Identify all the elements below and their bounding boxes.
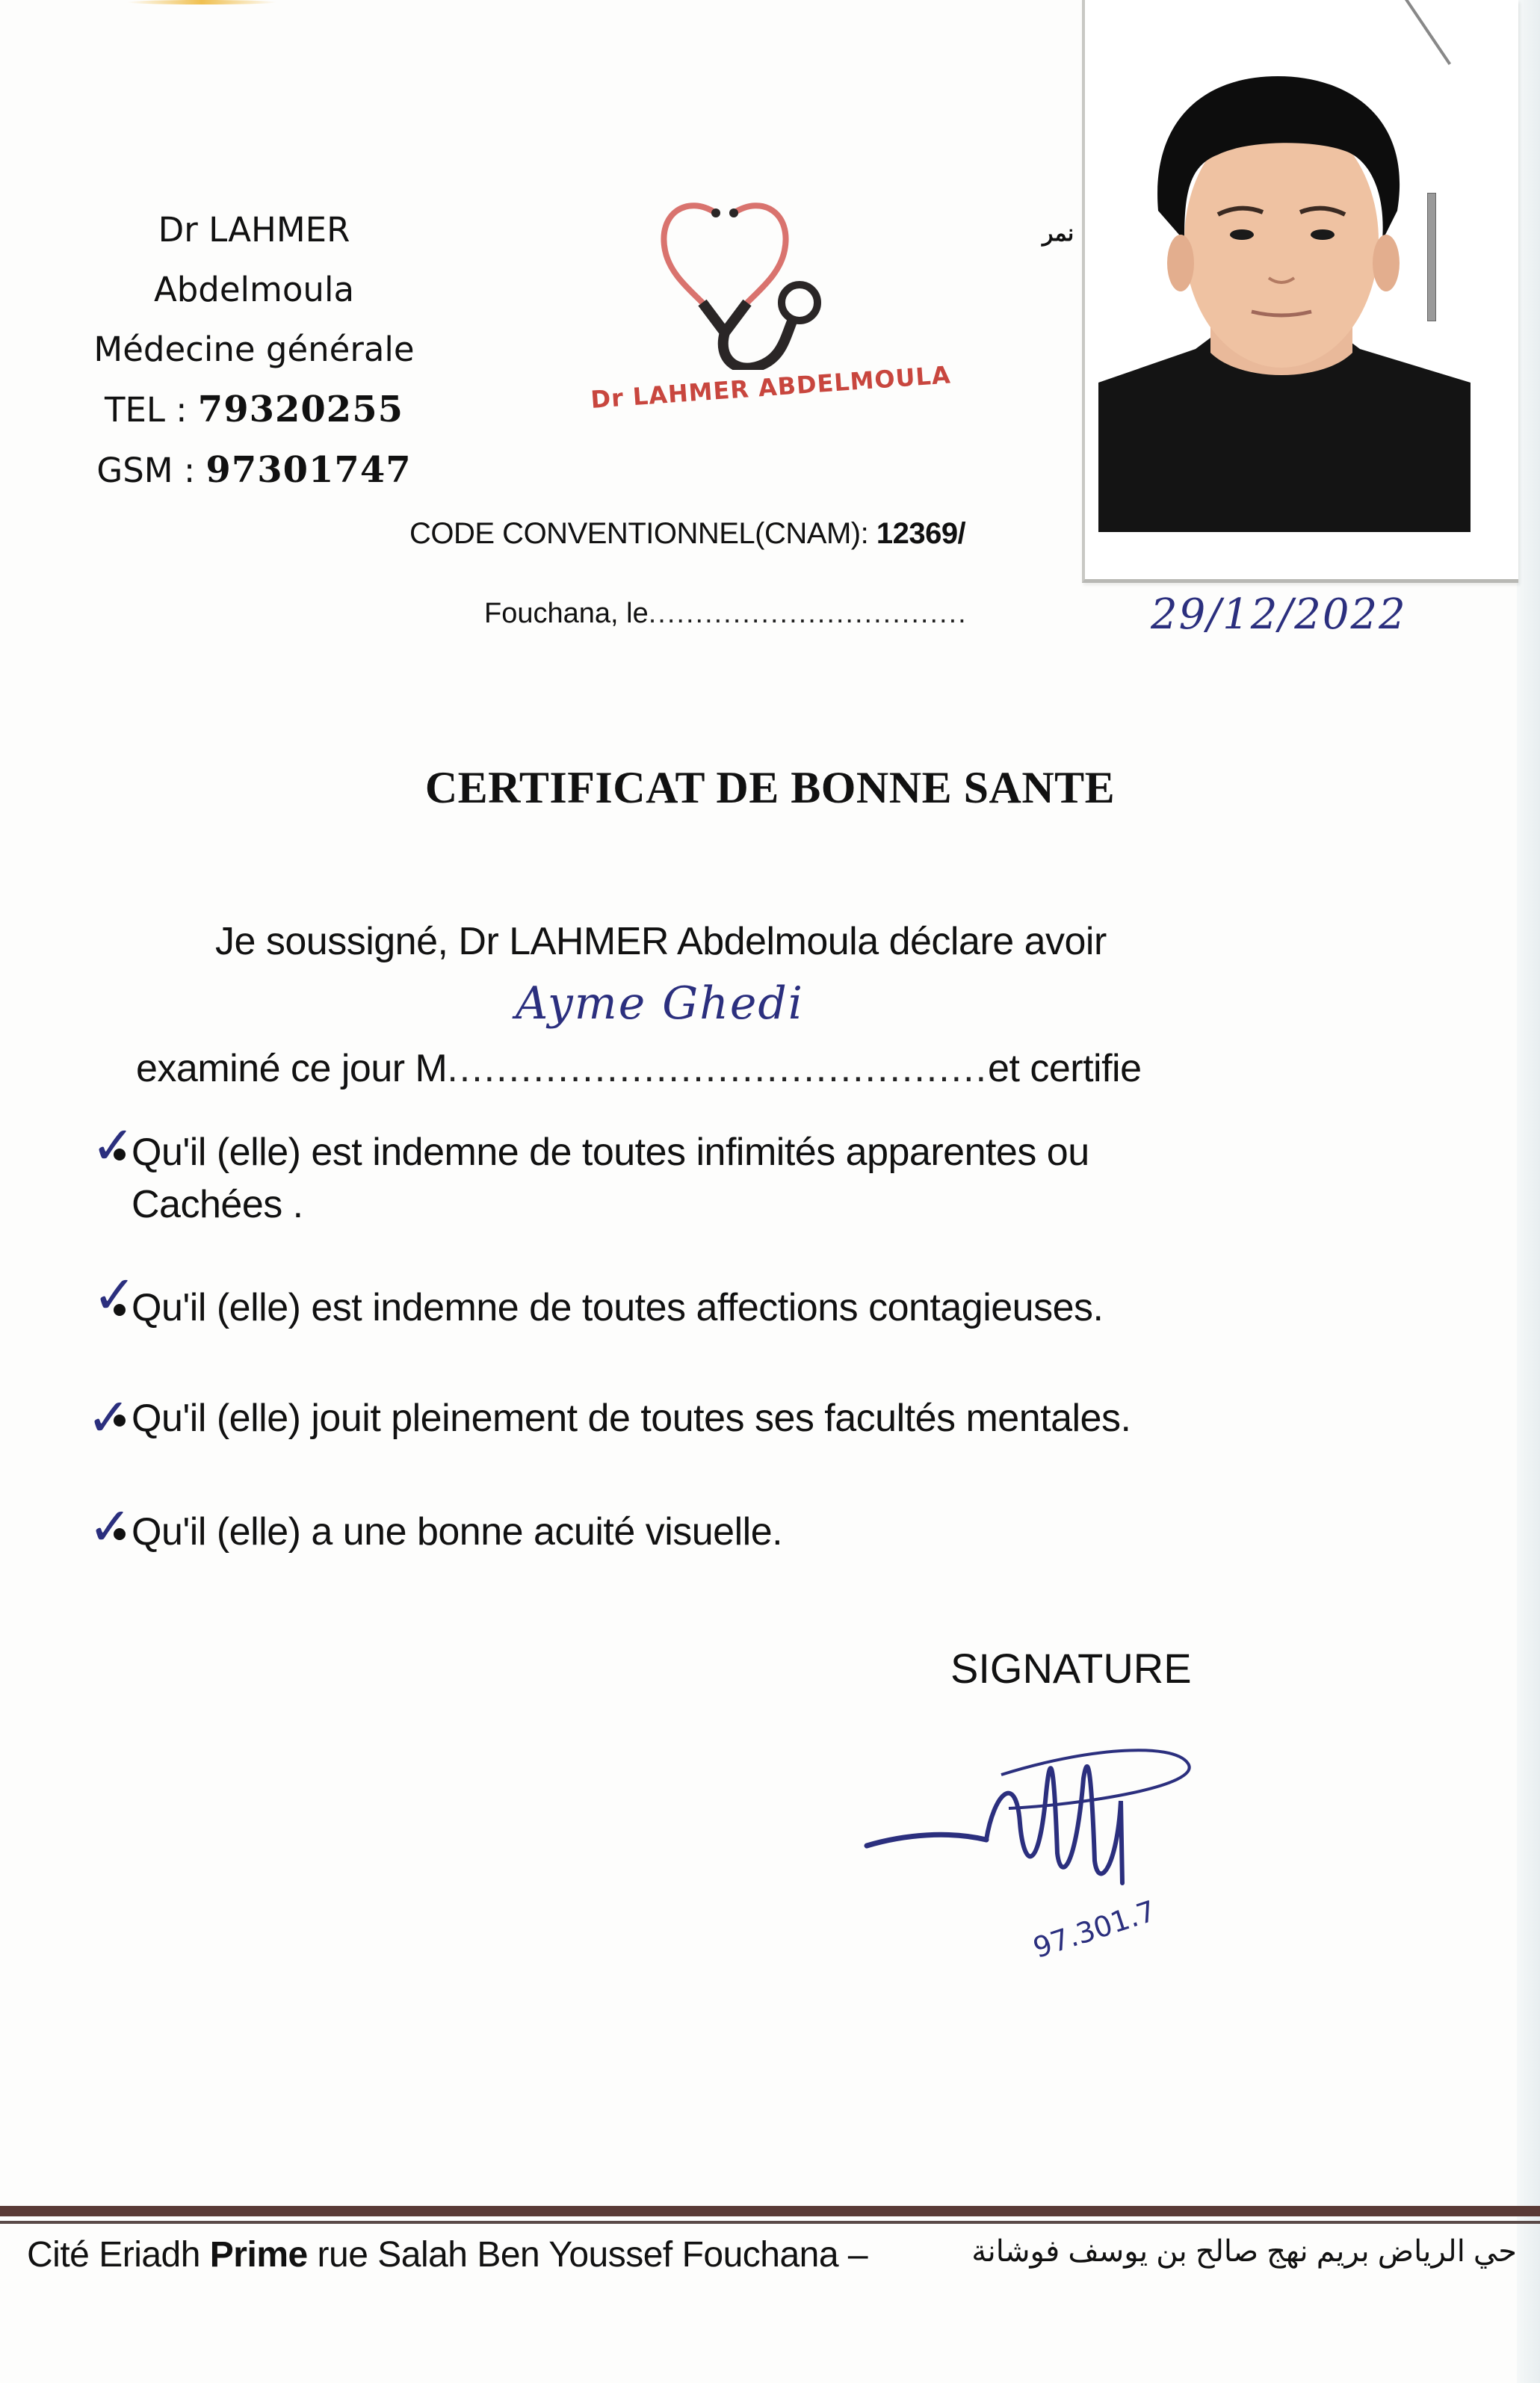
gsm-value: 97301747 [205,449,412,491]
stethoscope-heart-icon [643,198,852,370]
item-text: Qu'il (elle) est indemne de toutes affections contagieuses. [132,1286,1104,1329]
doctor-name: Dr LAHMER Abdelmoula [153,210,355,309]
handwritten-patient-name: Ayme Ghedi [516,977,804,1030]
address-part2: rue Salah Ben Youssef Fouchana – [307,2235,868,2275]
doctor-specialty: Médecine générale [93,330,415,369]
item-text: Qu'il (elle) est indemne de toutes infimités apparentes ou [132,1131,1089,1174]
place-label: Fouchana, le [484,598,649,629]
tel-value: 79320255 [197,389,403,430]
handwritten-check-icon: ✓ [91,1115,135,1176]
certification-item [91,1115,1089,1176]
footer-address-arabic: حي الرياض بريم نهج صالح بن يوسف فوشانة [971,2235,1517,2268]
date-dots: .................................. [648,598,968,629]
declaration-line-1: Je soussigné, Dr LAHMER Abdelmoula déclare avoir [215,920,1107,963]
handwritten-check-icon: ✓ [87,1387,131,1448]
gsm-line [75,440,433,501]
footer-address [27,2234,868,2275]
gsm-label: GSM : [96,451,196,490]
footer-divider [0,2206,1540,2216]
signature-stamp [859,1704,1345,1928]
declaration-line-2 [136,1046,1142,1091]
item-text: Qu'il (elle) jouit pleinement de toutes ses facultés mentales. [132,1397,1131,1440]
item-text: Qu'il (elle) a une bonne acuité visuelle. [132,1510,783,1554]
tel-label: TEL : [105,390,188,430]
logo-text: Dr LAHMER ABDELMOULA [590,360,952,414]
certification-item [88,1496,783,1557]
examined-prefix: examiné ce jour M [136,1047,448,1090]
handwritten-date: 29/12/2022 [1151,590,1407,639]
document-title: CERTIFICAT DE BONNE SANTE [424,763,1116,812]
tel-line [75,380,433,440]
name-dots: ............................................ [447,1047,989,1090]
footer-divider [0,2221,1540,2224]
signature-label: SIGNATURE [950,1645,1192,1692]
address-part1: Cité Eriadh [27,2235,210,2275]
certification-item [93,1264,1104,1330]
cnam-label: CODE CONVENTIONNEL(CNAM): [409,517,869,550]
place-date-line [484,598,968,630]
handwritten-check-icon: ✓ [93,1264,137,1326]
paper-stain [127,0,276,4]
certification-item-continuation: Cachées . [132,1183,303,1226]
page-edge [1517,0,1540,2383]
doctor-header [75,200,433,501]
handwritten-check-icon: ✓ [88,1496,132,1557]
cnam-value: 12369/ [876,517,966,550]
patient-photo [1098,54,1471,532]
certify-suffix: et certifie [988,1047,1142,1090]
stamp-number: 97.301.7 [1029,1894,1160,1965]
cnam-code [409,517,965,551]
arabic-fragment: نمر [1042,221,1074,246]
address-bold: Prime [209,2235,308,2275]
certification-item [87,1387,1131,1448]
